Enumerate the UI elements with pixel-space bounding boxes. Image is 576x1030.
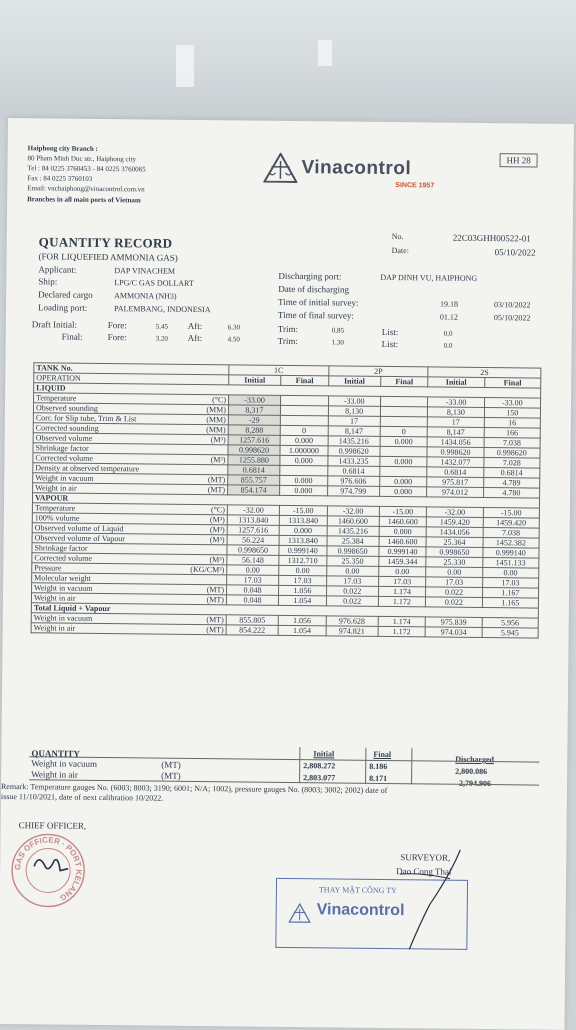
cell-value: 17 [428, 417, 484, 428]
trim-label: Trim: [278, 336, 298, 346]
cell-value: 976.606 [327, 476, 379, 487]
final-survey-label: Time of final survey: [278, 310, 354, 321]
cell-value: 8,130 [428, 407, 484, 418]
cell-value: 0.000 [379, 526, 427, 536]
cell-value: -32.00 [227, 505, 279, 516]
cell-value: 0.00 [326, 566, 378, 577]
cell-value: 17.03 [227, 575, 279, 586]
cell-value: 0 [280, 425, 328, 435]
cell-value: 8,288 [228, 425, 280, 436]
quantity-final-header: Final [373, 750, 391, 759]
cell-value: 974.012 [427, 487, 483, 498]
cell-value: 4.780 [483, 487, 539, 498]
cell-value [280, 465, 328, 475]
cell-value: 0.022 [426, 597, 482, 608]
branch-fax: Fax : 84 0225 3760103 [27, 174, 92, 183]
row-unit: (M³) [209, 555, 224, 564]
aft-initial: 6.30 [228, 323, 240, 331]
row-unit: (M³) [210, 535, 225, 544]
row-unit: (MM) [206, 415, 226, 424]
cell-value: 0.048 [227, 585, 279, 596]
cell-value: 150 [484, 408, 540, 419]
initial-survey-date: 03/10/2022 [494, 300, 531, 309]
cell-value: 17 [328, 416, 380, 427]
cell-value: 855.757 [228, 475, 280, 486]
row-unit: (M³) [210, 515, 225, 524]
cell-value: 1460.600 [379, 516, 427, 526]
remark-line-2: issue 11/10/2021, date of next calibration 10/2022. [1, 792, 163, 803]
cell-value: 1435.216 [328, 436, 380, 447]
cell-value: 8,147 [427, 427, 483, 438]
cell-value: 0.000 [279, 525, 327, 535]
cell-value: 0.000 [280, 455, 328, 465]
cell-value: 7.038 [484, 438, 540, 449]
cell-value: 1.174 [378, 616, 426, 626]
quantity-unit: (MT) [161, 760, 181, 770]
cell-value: 5.956 [482, 617, 538, 628]
discharging-value: DAP DINH VU, HAIPHONG [380, 273, 477, 283]
final-survey-time: 01.12 [440, 313, 458, 322]
row-unit: (M³) [211, 435, 226, 444]
row-label-text: Weight in vacuum [34, 583, 93, 593]
cell-value: 1.172 [378, 626, 426, 636]
air-discharged: 2,794.906 [459, 779, 491, 788]
cargo-value: AMMONIA (NH3) [114, 291, 177, 301]
cell-value: 25.364 [426, 537, 482, 548]
trim-label: Trim: [278, 324, 298, 334]
cell-value: 16 [484, 418, 540, 429]
branch-tel: Tel : 84 0225 3760453 - 84 0225 3760065 [27, 164, 145, 173]
quantity-unit: (MT) [161, 771, 181, 781]
cell-value: 1.054 [278, 625, 326, 635]
cell-value: 25.330 [426, 557, 482, 568]
cell-value: 1459.344 [378, 556, 426, 566]
cell-value: 974.821 [326, 626, 378, 637]
cell-value: 0.000 [380, 456, 428, 466]
cell-value: 976.628 [326, 616, 378, 627]
row-unit: (MM) [206, 425, 226, 434]
row-label-text: Molecular weight [34, 573, 91, 583]
cell-value: 0.998620 [427, 447, 483, 458]
liquid-section-header: LIQUID [34, 383, 541, 398]
cell-value: 0.998650 [426, 547, 482, 558]
cell-value: 8,147 [328, 426, 380, 437]
row-label-text: 100% volume [35, 513, 80, 522]
cell-value: 1.056 [279, 585, 327, 595]
date-label: Date: [392, 246, 409, 255]
tank-no-header: TANK No. [34, 363, 229, 375]
fore-label: Fore: [108, 332, 127, 342]
aft-label: Aft: [188, 333, 203, 343]
document-sheet [0, 118, 574, 1030]
row-label-text: Observed sounding [36, 403, 98, 413]
row-label-text: Shrinkage factor [34, 543, 87, 553]
cell-value: 0.00 [482, 567, 538, 578]
cell-value: -32.00 [427, 507, 483, 518]
cell-value: 1255.880 [228, 455, 280, 466]
row-unit: (MT) [207, 585, 224, 594]
fore-label: Fore: [108, 320, 127, 330]
row-unit: (KG/CM²) [190, 565, 224, 574]
cell-value: 0.000 [379, 476, 427, 486]
list-label: List: [382, 327, 399, 337]
record-subtitle: (FOR LIQUEFIED AMMONIA GAS) [39, 251, 178, 262]
cell-value: 974.034 [425, 627, 481, 638]
cell-value: -15.00 [379, 506, 427, 516]
row-unit: (MT) [206, 625, 223, 634]
cell-value: 1.165 [482, 597, 538, 608]
discharging-label: Discharging port: [278, 271, 341, 282]
cell-value [380, 396, 428, 406]
aft-label: Aft: [188, 321, 203, 331]
cell-value: -33.00 [229, 395, 281, 406]
cell-value: 1435.216 [327, 526, 379, 537]
divider [411, 748, 412, 784]
cell-value: 1459.420 [483, 517, 539, 528]
loading-value: PALEMBANG, INDONESIA [114, 304, 211, 314]
cell-value: 1451.133 [482, 557, 538, 568]
cell-value: 1.054 [278, 595, 326, 605]
cell-value: 975.839 [426, 617, 482, 628]
cell-value: 0.022 [326, 596, 378, 607]
cell-value: 8,130 [328, 406, 380, 417]
cell-value: 975.817 [427, 477, 483, 488]
sub-final: Final [380, 376, 428, 386]
surveyor-name: Dao Cong Thai [396, 866, 451, 877]
cell-value: 1.174 [378, 586, 426, 596]
row-unit: (MT) [206, 615, 223, 624]
cell-value: 0.998650 [327, 546, 379, 557]
fore-final: 3.20 [156, 335, 168, 343]
row-label-text: Weight in vacuum [34, 613, 93, 623]
row-label-text: Corrected sounding [36, 423, 99, 433]
cell-value: 1257.616 [228, 435, 280, 446]
chief-officer-label: CHIEF OFFICER, [19, 820, 87, 831]
initial-survey-time: 19.18 [440, 300, 458, 309]
cell-value: 0.998620 [228, 445, 280, 456]
cargo-label: Declared cargo [38, 289, 93, 300]
cell-value: 1434.056 [426, 527, 482, 538]
row-label-text: Weight in air [34, 593, 76, 602]
sub-final: Final [484, 378, 540, 389]
cell-value [280, 405, 328, 415]
cell-value: 0.00 [227, 565, 279, 576]
sub-initial: Initial [428, 377, 484, 388]
row-unit: (MT) [208, 485, 225, 494]
branch-title: Haiphong city Branch : [28, 144, 98, 153]
cell-value: 855.805 [226, 615, 278, 626]
logo-text: Vinacontrol [301, 157, 411, 180]
row-label-text: Observed volume of Vapour [35, 533, 125, 543]
applicant-value: DAP VINACHEM [114, 266, 175, 276]
cell-value: 1313.840 [279, 535, 327, 545]
cell-value: 1257.616 [227, 525, 279, 536]
trim-initial: 0.85 [332, 326, 344, 334]
cell-value: 1.167 [482, 587, 538, 598]
sub-initial: Initial [328, 376, 380, 387]
cell-value: 17.03 [378, 576, 426, 586]
stamp-ring-text: GAS OFFICER · PORT KELANG [13, 835, 84, 903]
cell-value: 166 [484, 428, 540, 439]
cell-value: 0.000 [380, 436, 428, 446]
cell-value: 1459.420 [427, 517, 483, 528]
cell-value [380, 416, 428, 426]
cell-value: 854.222 [226, 625, 278, 636]
cell-value: 0.998620 [328, 446, 380, 457]
list-initial: 0.0 [444, 330, 453, 338]
total-section-header: Total Liquid + Vapour [31, 603, 538, 618]
background-wall [0, 0, 576, 120]
divider [365, 748, 366, 784]
row-label-text: Shrinkage factor [36, 443, 89, 453]
cell-value: -33.00 [484, 398, 540, 409]
sub-initial: Initial [229, 375, 281, 386]
ship-value: LPG/C GAS DOLLART [114, 278, 194, 288]
cell-value: 0.000 [280, 475, 328, 485]
cell-value: 0.022 [326, 586, 378, 597]
quantity-vacuum-label: Weight in vacuum [31, 758, 97, 769]
cell-value: 8,317 [228, 405, 280, 416]
air-final: 8.171 [369, 774, 387, 783]
cell-value: 1460.600 [327, 516, 379, 527]
date-discharging-label: Date of discharging [278, 284, 349, 295]
record-number: 22C03GHH00522-01 [453, 233, 531, 244]
sub-final: Final [281, 375, 329, 385]
cell-value: 854.174 [228, 485, 280, 496]
cell-value: 0.999140 [483, 547, 539, 558]
row-unit: (°C) [212, 395, 226, 404]
row-label-text: Pressure [34, 563, 61, 572]
cell-value [380, 446, 428, 456]
cell-value: 0.000 [280, 485, 328, 495]
quantity-discharged-header: Discharged [455, 755, 494, 764]
cell-value: 1313.840 [279, 515, 327, 525]
ship-label: Ship: [38, 276, 57, 286]
cell-value: 0 [380, 426, 428, 436]
cell-value [280, 415, 328, 425]
record-title: QUANTITY RECORD [39, 234, 173, 251]
cell-value: 0.999140 [279, 545, 327, 555]
applicant-label: Applicant: [38, 264, 76, 274]
cell-value: 1313.840 [227, 515, 279, 526]
draft-final-label: Final: [62, 332, 83, 342]
row-unit: (MT) [207, 595, 224, 604]
cell-value: 1312.710 [279, 555, 327, 565]
cell-value: 17.03 [426, 577, 482, 588]
cell-value: 0.00 [279, 565, 327, 575]
cell-value: -32.00 [327, 506, 379, 517]
cell-value: 0.000 [280, 435, 328, 445]
record-date: 05/10/2022 [495, 247, 536, 257]
row-label-text: Weight in air [34, 623, 76, 632]
cell-value: 1460.600 [379, 536, 427, 546]
cell-value: 0.048 [226, 595, 278, 606]
cell-value: 0.000 [379, 486, 427, 496]
list-label: List: [382, 339, 399, 349]
cell-value [379, 466, 427, 476]
cell-value: 0.6814 [483, 467, 539, 478]
divider [299, 747, 300, 783]
no-label: No. [392, 232, 404, 241]
vapour-section-header: VAPOUR [32, 493, 539, 508]
cell-value: 4.789 [483, 477, 539, 488]
tank-1c-header: 1C [229, 365, 329, 376]
cell-value: 0.998650 [227, 545, 279, 556]
quantity-air-label: Weight in air [31, 769, 78, 779]
row-unit: (°C) [211, 505, 225, 514]
cell-value: 1452.382 [483, 537, 539, 548]
trim-final: 1.30 [332, 338, 344, 346]
fore-initial: 5.45 [156, 323, 168, 331]
cell-value: 1434.056 [427, 437, 483, 448]
stamp-top-text: THAY MẶT CÔNG TY [319, 885, 397, 895]
cell-value: 0.999140 [379, 546, 427, 556]
ship-stamp-seal [8, 830, 89, 911]
remark-line-1: Remark: Temperature gauges No. (6003; 8003; 3190; 6001; N/A; 1002), pressure gauges No. (8003; 3002; 2002) date of [1, 782, 387, 795]
cell-value: -33.00 [328, 396, 380, 407]
loading-label: Loading port: [38, 302, 87, 313]
cell-value: 1433.235 [328, 456, 380, 467]
cell-value: -33.00 [428, 397, 484, 408]
window-light [176, 45, 194, 87]
row-label-text: Corr. for Slip tube, Trim & List [36, 413, 137, 423]
cell-value: 0.00 [378, 566, 426, 576]
row-unit: (M³) [210, 525, 225, 534]
row-unit: (MM) [206, 405, 226, 414]
cell-value: 7.028 [484, 457, 540, 468]
cell-value: 56.224 [227, 535, 279, 546]
row-label-text: Weight in air [35, 483, 77, 492]
draft-initial-label: Draft Initial: [32, 319, 77, 329]
row-label-text: Temperature [36, 393, 76, 402]
cell-value: 0.998620 [484, 447, 540, 458]
cell-value: 1.000000 [280, 445, 328, 455]
cell-value: 1432.077 [427, 457, 483, 468]
cell-value: 5.945 [482, 627, 538, 638]
row-label-text: Corrected volume [35, 453, 93, 463]
cell-value: 0.00 [426, 567, 482, 578]
cell-value: 25.350 [326, 556, 378, 567]
row-label-text: Weight in vacuum [35, 473, 94, 483]
cell-value: 0.6814 [427, 467, 483, 478]
cell-value: 1.056 [278, 615, 326, 625]
operation-header: OPERATION [34, 373, 229, 385]
cell-value [281, 395, 329, 405]
stamp-logo-icon [289, 903, 311, 923]
cell-value: 0.6814 [228, 465, 280, 476]
list-final: 0.0 [444, 342, 453, 350]
row-label-text: Observed volume [36, 433, 93, 443]
logo-since: SINCE 1957 [395, 182, 434, 189]
cell-value [380, 406, 428, 416]
row-label-text: Corrected volume [34, 553, 92, 563]
cell-value: 7.038 [483, 527, 539, 538]
doc-code-box: HH 28 [500, 153, 538, 167]
cell-value: 25.384 [327, 536, 379, 547]
aft-final: 4.50 [228, 335, 240, 343]
window-light [318, 40, 332, 66]
row-label-text: Observed volume of Liquid [35, 523, 124, 533]
final-survey-date: 05/10/2022 [494, 313, 531, 322]
cell-value: -15.00 [483, 507, 539, 518]
tank-2s-header: 2S [428, 367, 541, 378]
tank-2p-header: 2P [328, 366, 428, 377]
cell-value: 17.03 [482, 577, 538, 588]
row-unit: (MT) [208, 475, 225, 484]
cell-value: 17.03 [326, 576, 378, 587]
cell-value: -15.00 [279, 505, 327, 515]
cell-value: -29 [228, 415, 280, 426]
row-unit: (M³) [211, 455, 226, 464]
vacuum-final: 8.186 [369, 762, 387, 771]
quantity-title: QUANTITY [31, 748, 80, 759]
quantity-initial-header: Initial [313, 749, 334, 758]
vinacontrol-logo-icon [263, 153, 297, 183]
row-label [31, 623, 226, 635]
surveyor-signature [389, 844, 480, 955]
tank-table [31, 362, 542, 638]
initial-survey-label: Time of initial survey: [278, 297, 359, 308]
cell-value: 0.6814 [327, 466, 379, 477]
branch-email: Email: vnchaiphong@vinacontrol.com.vn [27, 184, 145, 193]
surveyor-label: SURVEYOR, [400, 852, 450, 863]
cell-value: 56.148 [227, 555, 279, 566]
branches-note: Branches in all main ports of Vietnam [27, 195, 141, 204]
vacuum-initial: 2,808.272 [303, 761, 335, 770]
air-initial: 2,803.077 [303, 773, 335, 782]
cell-value: 974.799 [327, 486, 379, 497]
cell-value: 1.172 [378, 596, 426, 606]
stamp-company-name: Vinacontrol [317, 901, 405, 920]
cell-value: 0.022 [426, 587, 482, 598]
vacuum-discharged: 2,800.086 [455, 767, 487, 776]
branch-address: 80 Pham Minh Duc str., Haiphong city [28, 154, 137, 163]
row-label-text: Density at observed temperature [35, 463, 139, 473]
row-label-text: Temperature [35, 503, 75, 512]
cell-value: 17.03 [279, 575, 327, 585]
